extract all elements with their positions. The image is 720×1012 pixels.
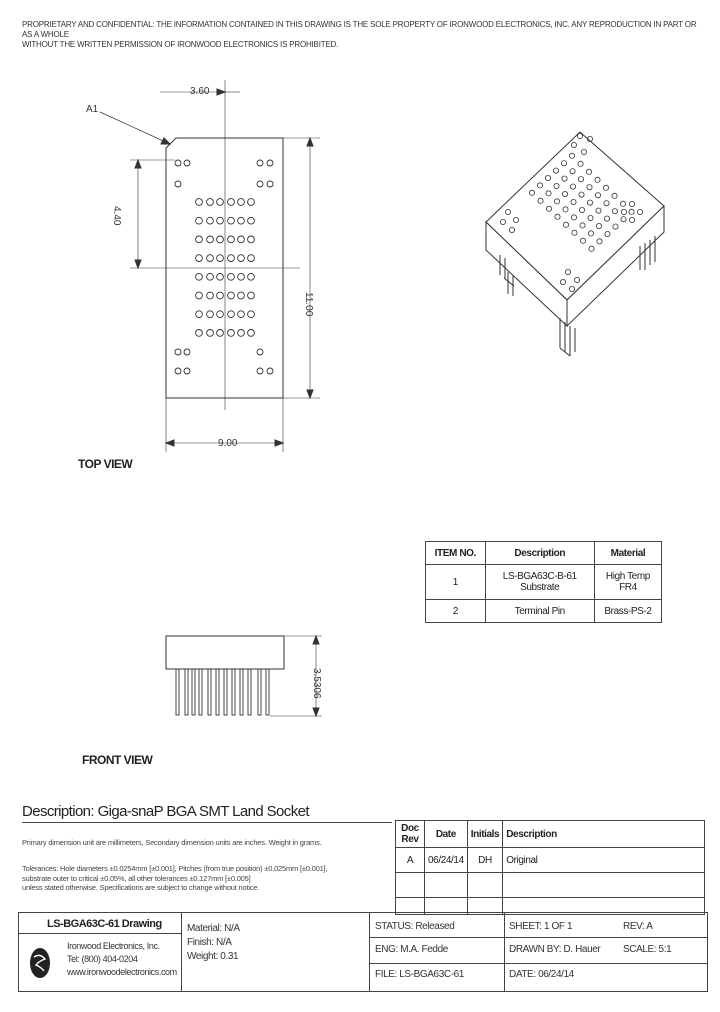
hole xyxy=(267,160,273,166)
bom-item: 1 xyxy=(426,565,486,600)
scale-field: SCALE: 5:1 xyxy=(623,944,672,955)
front-view-label: FRONT VIEW xyxy=(82,753,153,767)
hole xyxy=(238,236,245,243)
company-logo xyxy=(25,943,59,983)
table-row xyxy=(396,848,705,873)
terminal-pin xyxy=(216,669,219,715)
hole xyxy=(267,181,273,187)
hole xyxy=(207,330,214,337)
hole xyxy=(257,349,263,355)
dim-bottom: 9.00 xyxy=(218,438,238,449)
terminal-pin xyxy=(192,669,195,715)
terminal-pin xyxy=(258,669,261,715)
hole xyxy=(228,255,235,262)
hole xyxy=(217,217,224,224)
hole xyxy=(238,199,245,206)
hole xyxy=(228,292,235,299)
hole xyxy=(207,273,214,280)
status-field: STATUS: Released xyxy=(375,921,455,932)
terminal-pin xyxy=(199,669,202,715)
company-website: www.ironwoodelectronics.com xyxy=(67,967,177,977)
bom-header-item: ITEM NO. xyxy=(426,542,486,565)
hole xyxy=(184,349,190,355)
revision-table xyxy=(395,820,705,915)
hole xyxy=(248,330,255,337)
eng-field: ENG: M.A. Fedde xyxy=(375,944,448,955)
hole xyxy=(207,236,214,243)
hole xyxy=(248,199,255,206)
notes-line: Tolerances: Hole diameters ±0.0254mm [±0.001], Pitches (from true position) ±0.025mm [±0.001], xyxy=(22,864,328,873)
hole xyxy=(257,160,263,166)
hole xyxy=(184,368,190,374)
terminal-pin xyxy=(224,669,227,715)
hole xyxy=(196,217,203,224)
hole xyxy=(207,311,214,318)
hole xyxy=(238,273,245,280)
hole xyxy=(238,311,245,318)
hole xyxy=(196,199,203,206)
notes-primary: Primary dimension unit are millimeters, Secondary dimension units are inches. Weight in grams. xyxy=(22,838,322,847)
hole xyxy=(228,217,235,224)
rev-header-initials: Initials xyxy=(467,821,502,848)
top-view-holes xyxy=(175,160,273,374)
table-row xyxy=(426,565,662,600)
hole xyxy=(207,292,214,299)
hole xyxy=(196,273,203,280)
dim-height: 3.5306 xyxy=(311,668,322,699)
hole xyxy=(228,236,235,243)
hole xyxy=(248,255,255,262)
hole xyxy=(238,330,245,337)
hole xyxy=(267,368,273,374)
hole xyxy=(257,181,263,187)
rev-initials: DH xyxy=(467,848,502,873)
hole xyxy=(207,217,214,224)
rev-description: Original xyxy=(503,848,705,873)
hole xyxy=(217,311,224,318)
isometric-view xyxy=(486,132,664,356)
hole xyxy=(248,273,255,280)
hole xyxy=(238,292,245,299)
terminal-pin xyxy=(266,669,269,715)
hole xyxy=(196,292,203,299)
bom-description: Terminal Pin xyxy=(485,600,594,623)
dim-top: 3.60 xyxy=(190,86,210,97)
rev-header-doc: Doc xyxy=(401,823,419,834)
hole xyxy=(184,160,190,166)
top-view-drawing xyxy=(100,80,320,452)
bom-description: LS-BGA63C-B-61 Substrate xyxy=(485,565,594,600)
date-field: DATE: 06/24/14 xyxy=(509,969,574,980)
hole xyxy=(217,273,224,280)
top-view-label: TOP VIEW xyxy=(78,457,133,471)
terminal-pin xyxy=(240,669,243,715)
terminal-pin xyxy=(248,669,251,715)
terminal-pin xyxy=(176,669,179,715)
finish-field: Finish: N/A xyxy=(187,937,232,948)
rev-field: REV: A xyxy=(623,921,653,932)
a1-label: A1 xyxy=(86,104,99,115)
drawn-by-field: DRAWN BY: D. Hauer xyxy=(509,944,601,955)
hole xyxy=(207,199,214,206)
hole xyxy=(257,368,263,374)
terminal-pin xyxy=(185,669,188,715)
hole xyxy=(196,311,203,318)
dim-left: 4.40 xyxy=(111,206,122,226)
bom-header-description: Description xyxy=(485,542,594,565)
company-name: Ironwood Electronics, Inc. xyxy=(67,941,160,951)
bom-header-material: Material xyxy=(594,542,661,565)
rev-header-docrev xyxy=(396,821,425,848)
rev-date: 06/24/14 xyxy=(425,848,468,873)
notes-line: unless stated otherwise. Specifications are subject to change without notice. xyxy=(22,883,260,892)
rev-value: A xyxy=(396,848,425,873)
description-title: Description: Giga-snaP BGA SMT Land Socket xyxy=(22,803,309,820)
hole xyxy=(248,292,255,299)
rev-header-date: Date xyxy=(425,821,468,848)
terminal-pin xyxy=(208,669,211,715)
hole xyxy=(217,199,224,206)
dim-right: 11.00 xyxy=(303,292,314,317)
weight-field: Weight: 0.31 xyxy=(187,951,239,962)
title-block xyxy=(18,912,708,992)
hole xyxy=(196,255,203,262)
hole xyxy=(217,292,224,299)
hole xyxy=(248,311,255,318)
hole xyxy=(248,236,255,243)
front-view-body xyxy=(166,636,284,669)
hole xyxy=(217,255,224,262)
hole xyxy=(196,236,203,243)
hole xyxy=(228,199,235,206)
proprietary-line-2: WITHOUT THE WRITTEN PERMISSION OF IRONWOOD ELECTRONICS IS PROHIBITED. xyxy=(22,40,339,49)
hole xyxy=(228,273,235,280)
bom-item: 2 xyxy=(426,600,486,623)
material-field: Material: N/A xyxy=(187,923,240,934)
hole xyxy=(238,217,245,224)
rev-header-description: Description xyxy=(503,821,705,848)
terminal-pin xyxy=(232,669,235,715)
bom-table xyxy=(425,541,662,623)
notes-tolerances xyxy=(22,864,394,893)
sheet-field: SHEET: 1 OF 1 xyxy=(509,921,573,932)
hole xyxy=(175,181,181,187)
front-view-pins xyxy=(176,669,269,715)
proprietary-line-1: PROPRIETARY AND CONFIDENTIAL: THE INFORMATION CONTAINED IN THIS DRAWING IS THE SOLE PROPERTY OF IRONWOOD ELECTRONICS, INC. ANY REPRODUCTION IN PART OR AS A WHOLE xyxy=(22,20,697,39)
rev-header-rev: Rev xyxy=(401,834,419,845)
hole xyxy=(228,311,235,318)
hole xyxy=(217,236,224,243)
hole xyxy=(217,330,224,337)
hole xyxy=(238,255,245,262)
file-field: FILE: LS-BGA63C-61 xyxy=(375,969,464,980)
hole xyxy=(175,349,181,355)
hole xyxy=(248,217,255,224)
description-divider xyxy=(22,822,392,823)
company-phone: Tel: (800) 404-0204 xyxy=(67,954,138,964)
table-row xyxy=(396,873,705,898)
hole xyxy=(228,330,235,337)
drawing-title: LS-BGA63C-61 Drawing xyxy=(47,918,162,930)
hole xyxy=(175,368,181,374)
table-row xyxy=(426,600,662,623)
front-view-drawing xyxy=(166,636,322,716)
hole xyxy=(175,160,181,166)
notes-line: substrate outer to critical ±0.05%, all other tolerances ±0.127mm [±0.005] xyxy=(22,873,251,883)
bom-material: High Temp FR4 xyxy=(594,565,661,600)
bom-material: Brass-PS-2 xyxy=(594,600,661,623)
hole xyxy=(196,330,203,337)
hole xyxy=(207,255,214,262)
